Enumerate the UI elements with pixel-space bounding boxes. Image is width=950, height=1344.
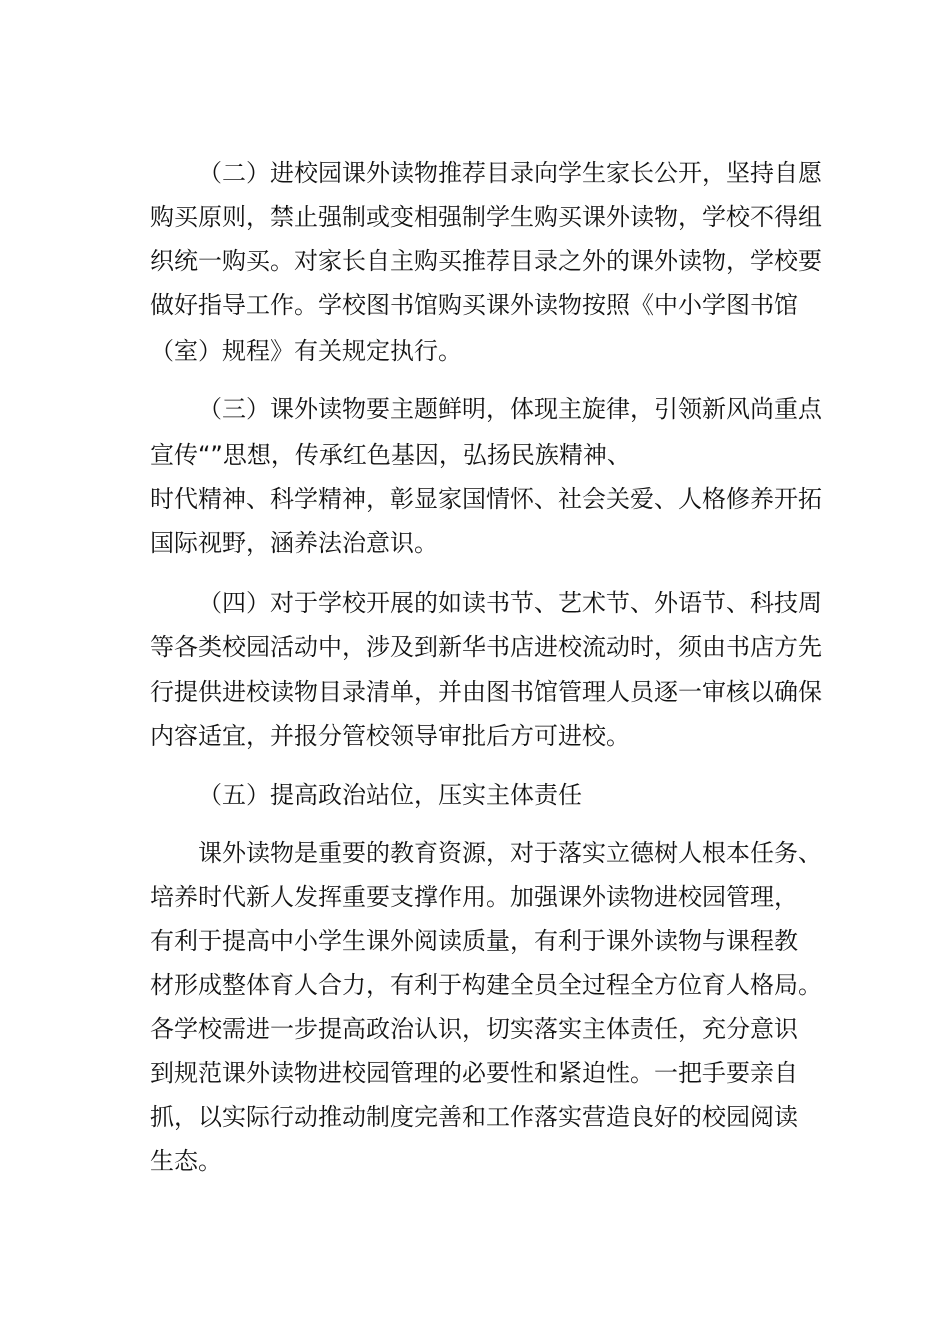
paragraph-6-line-4: 材形成整体育人合力，有利于构建全员全过程全方位育人格局。 (150, 971, 822, 999)
paragraph-6-line-3: 有利于提高中小学生课外阅读质量，有利于课外读物与课程教 (150, 927, 798, 955)
paragraph-3-line-2: 宣传“”思想，传承红色基因，弘扬民族精神、 (150, 441, 631, 469)
paragraph-6-line-8: 生态。 (150, 1147, 222, 1175)
paragraph-6-line-6: 到规范课外读物进校园管理的必要性和紧迫性。一把手要亲自 (150, 1059, 798, 1087)
paragraph-2-line-2: 购买原则，禁止强制或变相强制学生购买课外读物，学校不得组 (150, 203, 822, 231)
paragraph-3-line-1: （三）课外读物要主题鲜明，体现主旋律，引领新风尚重点 (198, 395, 822, 423)
paragraph-5-heading: （五）提高政治站位，压实主体责任 (198, 781, 582, 809)
paragraph-4-line-3: 行提供进校读物目录清单，并由图书馆管理人员逐一审核以确保 (150, 678, 822, 706)
paragraph-2-line-5: （室）规程》有关规定执行。 (150, 337, 462, 365)
paragraph-6-line-5: 各学校需进一步提高政治认识，切实落实主体责任，充分意识 (150, 1015, 798, 1043)
paragraph-2-line-1: （二）进校园课外读物推荐目录向学生家长公开，坚持自愿 (198, 159, 822, 187)
paragraph-2-line-3: 织统一购买。对家长自主购买推荐目录之外的课外读物，学校要 (150, 247, 822, 275)
paragraph-3-line-3: 时代精神、科学精神，彰显家国情怀、社会关爱、人格修养开拓 (150, 485, 822, 513)
paragraph-3-line-4: 国际视野，涵养法治意识。 (150, 529, 438, 557)
paragraph-4-line-4: 内容适宜，并报分管校领导审批后方可进校。 (150, 722, 630, 750)
paragraph-6-line-7: 抓，以实际行动推动制度完善和工作落实营造良好的校园阅读 (150, 1103, 798, 1131)
paragraph-2-line-4: 做好指导工作。学校图书馆购买课外读物按照《中小学图书馆 (150, 291, 798, 319)
paragraph-4-line-2: 等各类校园活动中，涉及到新华书店进校流动时，须由书店方先 (150, 633, 822, 661)
paragraph-4-line-1: （四）对于学校开展的如读书节、艺术节、外语节、科技周 (198, 589, 822, 617)
paragraph-6-line-2: 培养时代新人发挥重要支撑作用。加强课外读物进校园管理， (150, 883, 798, 911)
paragraph-6-line-1: 课外读物是重要的教育资源，对于落实立德树人根本任务、 (198, 839, 822, 867)
